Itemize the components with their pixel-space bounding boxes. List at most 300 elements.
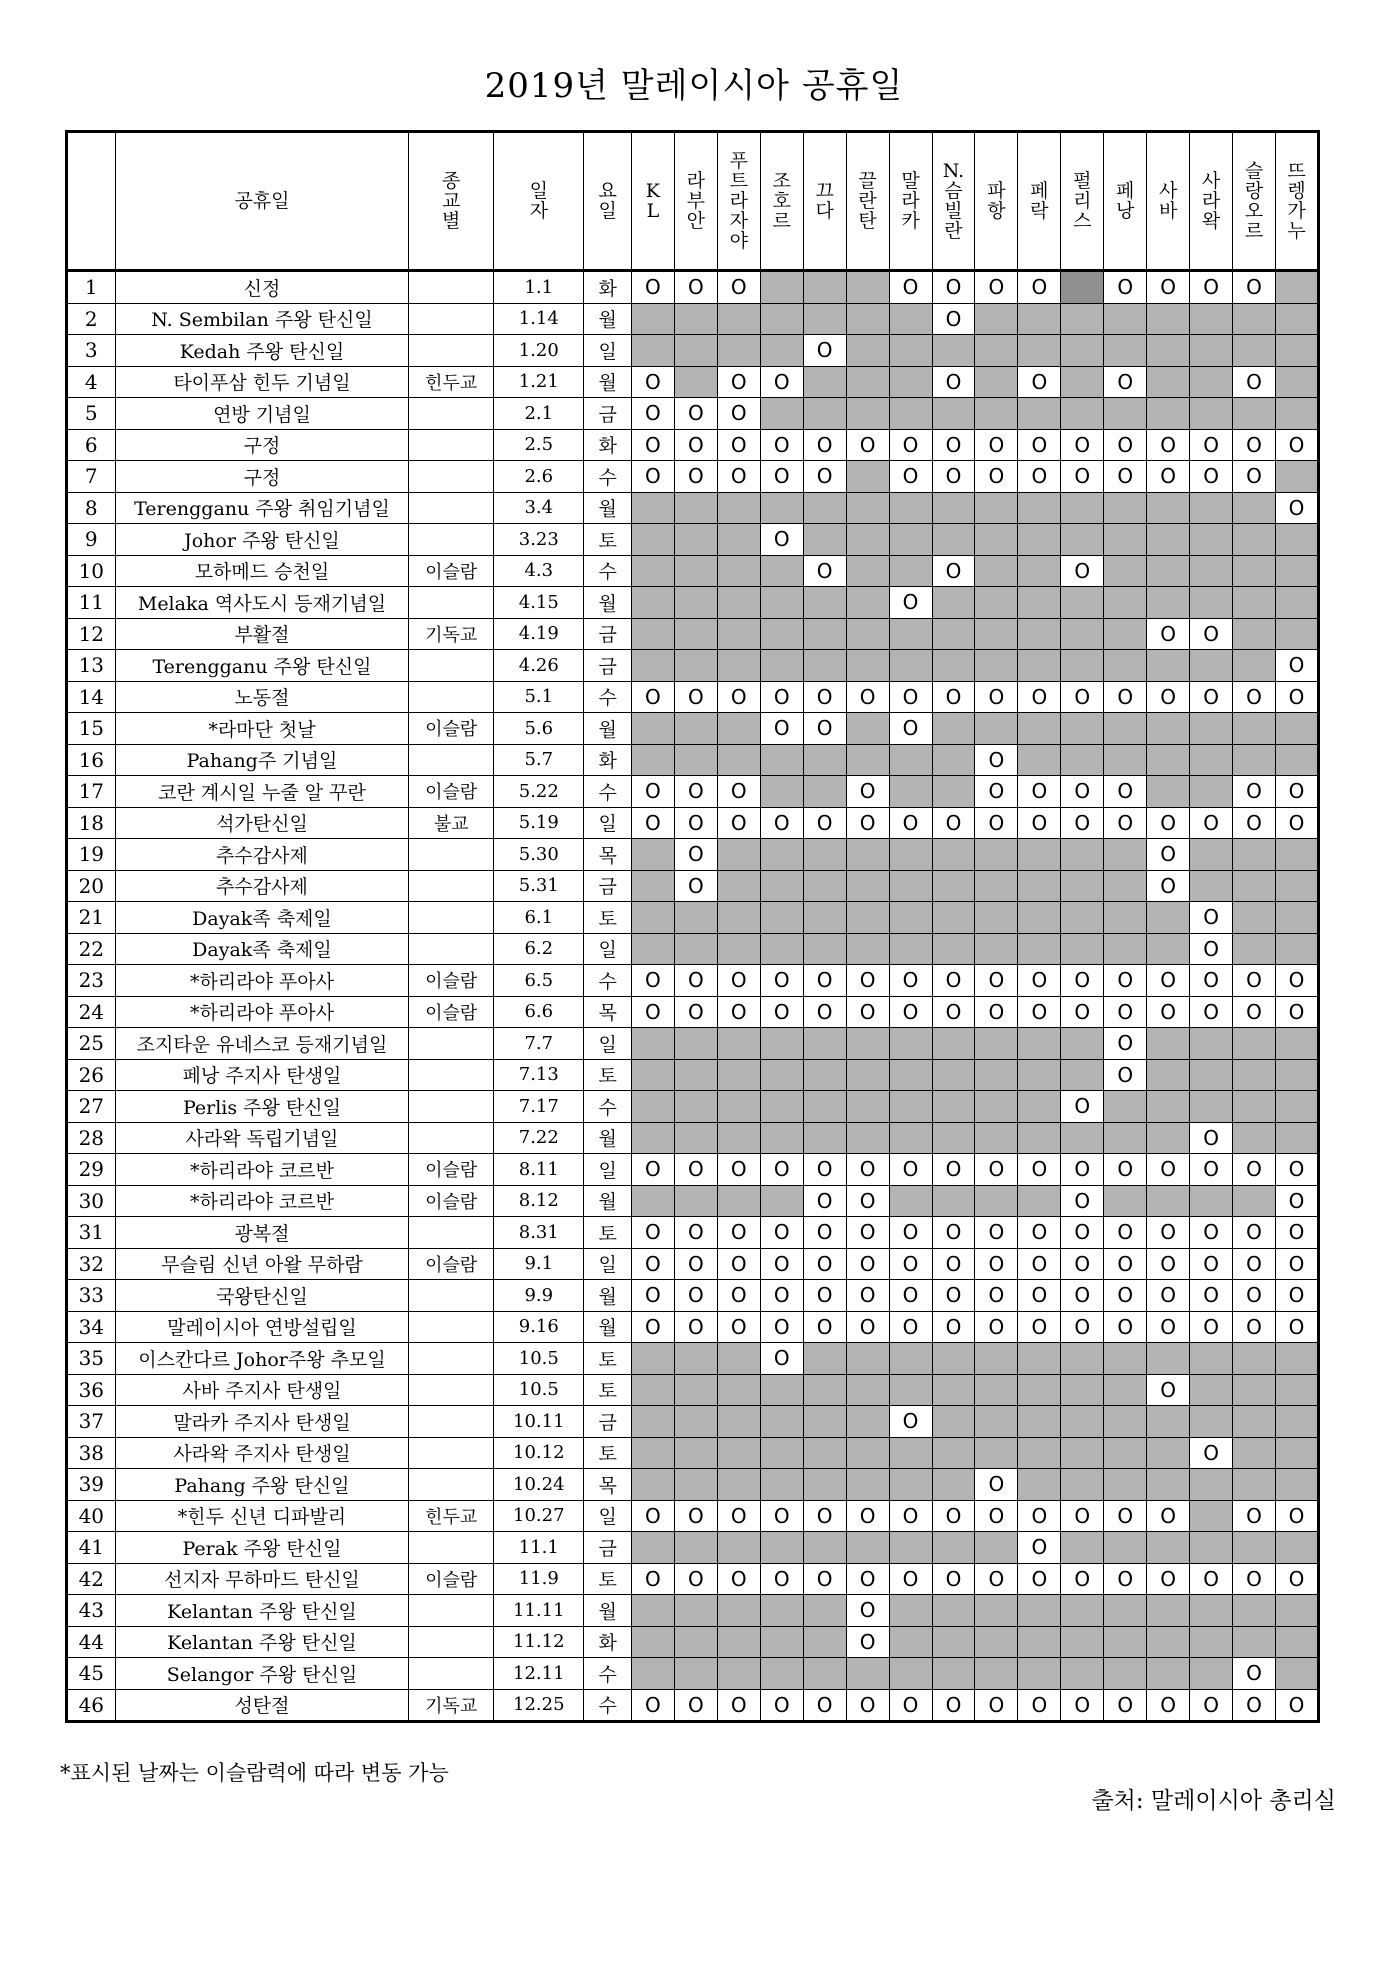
date-cell: 10.12 bbox=[494, 1437, 584, 1469]
header-state: 말 라 카 bbox=[889, 132, 932, 271]
non-holiday-cell bbox=[631, 492, 674, 524]
holiday-name: 페낭 주지사 탄생일 bbox=[115, 1059, 409, 1091]
table-row bbox=[67, 1280, 1319, 1312]
holiday-mark: O bbox=[760, 1500, 803, 1532]
holiday-mark: O bbox=[1061, 807, 1104, 839]
holiday-mark: O bbox=[1190, 1280, 1233, 1312]
non-holiday-cell bbox=[760, 1185, 803, 1217]
non-holiday-cell bbox=[1276, 587, 1319, 619]
holiday-mark: O bbox=[1190, 681, 1233, 713]
non-holiday-cell bbox=[803, 902, 846, 934]
non-holiday-cell bbox=[1276, 1437, 1319, 1469]
holiday-name: Terengganu 주왕 탄신일 bbox=[115, 650, 409, 682]
non-holiday-cell bbox=[803, 618, 846, 650]
non-holiday-cell bbox=[1233, 1437, 1276, 1469]
non-holiday-cell bbox=[760, 870, 803, 902]
holiday-mark: O bbox=[1018, 996, 1061, 1028]
religion-cell bbox=[409, 681, 494, 713]
holiday-name: Melaka 역사도시 등재기념일 bbox=[115, 587, 409, 619]
day-of-week-cell: 수 bbox=[584, 681, 631, 713]
holiday-mark: O bbox=[1276, 429, 1319, 461]
day-of-week-cell: 금 bbox=[584, 1406, 631, 1438]
non-holiday-cell bbox=[932, 1406, 975, 1438]
non-holiday-cell bbox=[1276, 398, 1319, 430]
holiday-mark: O bbox=[1018, 366, 1061, 398]
non-holiday-cell bbox=[889, 1091, 932, 1123]
table-row bbox=[67, 1563, 1319, 1595]
non-holiday-cell bbox=[975, 1091, 1018, 1123]
day-of-week-cell: 금 bbox=[584, 870, 631, 902]
non-holiday-cell bbox=[1190, 335, 1233, 367]
non-holiday-cell bbox=[674, 1185, 717, 1217]
holiday-mark: O bbox=[932, 1280, 975, 1312]
holiday-mark: O bbox=[1233, 1311, 1276, 1343]
date-cell: 4.3 bbox=[494, 555, 584, 587]
day-of-week-cell: 금 bbox=[584, 1532, 631, 1564]
non-holiday-cell bbox=[889, 933, 932, 965]
non-holiday-cell bbox=[1018, 335, 1061, 367]
table-row bbox=[67, 587, 1319, 619]
holiday-mark: O bbox=[932, 1689, 975, 1722]
non-holiday-cell bbox=[1061, 744, 1104, 776]
holiday-mark: O bbox=[932, 1563, 975, 1595]
holiday-mark: O bbox=[717, 1500, 760, 1532]
holiday-mark: O bbox=[803, 1280, 846, 1312]
table-row bbox=[67, 1374, 1319, 1406]
holiday-mark: O bbox=[846, 1595, 889, 1627]
non-holiday-cell bbox=[1104, 1437, 1147, 1469]
holiday-mark: O bbox=[1276, 776, 1319, 808]
non-holiday-cell bbox=[717, 1185, 760, 1217]
non-holiday-cell bbox=[803, 398, 846, 430]
day-of-week-cell: 토 bbox=[584, 1343, 631, 1375]
holiday-mark: O bbox=[717, 271, 760, 304]
holiday-mark: O bbox=[975, 1248, 1018, 1280]
holiday-mark: O bbox=[717, 366, 760, 398]
non-holiday-cell bbox=[889, 1626, 932, 1658]
non-holiday-cell bbox=[1276, 870, 1319, 902]
row-number: 5 bbox=[67, 398, 116, 430]
holiday-mark: O bbox=[1276, 650, 1319, 682]
row-number: 41 bbox=[67, 1532, 116, 1564]
table-row bbox=[67, 1532, 1319, 1564]
holiday-mark: O bbox=[760, 1343, 803, 1375]
non-holiday-cell bbox=[889, 335, 932, 367]
non-holiday-cell bbox=[932, 744, 975, 776]
holiday-mark: O bbox=[1104, 776, 1147, 808]
table-row bbox=[67, 1343, 1319, 1375]
holiday-mark: O bbox=[1018, 807, 1061, 839]
holiday-mark: O bbox=[932, 1217, 975, 1249]
holiday-mark: O bbox=[631, 461, 674, 493]
non-holiday-cell bbox=[975, 1532, 1018, 1564]
non-holiday-cell bbox=[760, 839, 803, 871]
holiday-mark: O bbox=[1147, 461, 1190, 493]
non-holiday-cell bbox=[1276, 1091, 1319, 1123]
non-holiday-cell bbox=[975, 839, 1018, 871]
holiday-mark: O bbox=[1276, 681, 1319, 713]
date-cell: 2.6 bbox=[494, 461, 584, 493]
non-holiday-cell bbox=[760, 1595, 803, 1627]
holiday-mark: O bbox=[717, 461, 760, 493]
non-holiday-cell bbox=[631, 335, 674, 367]
non-holiday-cell bbox=[760, 776, 803, 808]
non-holiday-cell bbox=[674, 555, 717, 587]
non-holiday-cell bbox=[932, 870, 975, 902]
holiday-mark: O bbox=[760, 965, 803, 997]
holiday-name: *라마단 첫날 bbox=[115, 713, 409, 745]
religion-cell bbox=[409, 1626, 494, 1658]
holiday-name: Pahang주 기념일 bbox=[115, 744, 409, 776]
holiday-mark: O bbox=[717, 807, 760, 839]
holiday-mark: O bbox=[717, 1280, 760, 1312]
header-row bbox=[67, 132, 1319, 271]
non-holiday-cell bbox=[1104, 902, 1147, 934]
table-row bbox=[67, 776, 1319, 808]
day-of-week-cell: 일 bbox=[584, 1028, 631, 1060]
holiday-name: 추수감사제 bbox=[115, 839, 409, 871]
holiday-mark: O bbox=[1190, 807, 1233, 839]
row-number: 23 bbox=[67, 965, 116, 997]
holiday-mark: O bbox=[889, 1689, 932, 1722]
non-holiday-cell bbox=[932, 1343, 975, 1375]
row-number: 18 bbox=[67, 807, 116, 839]
non-holiday-cell bbox=[631, 524, 674, 556]
table-row bbox=[67, 1406, 1319, 1438]
holiday-mark: O bbox=[889, 1406, 932, 1438]
non-holiday-cell bbox=[975, 933, 1018, 965]
non-holiday-cell bbox=[1233, 1185, 1276, 1217]
non-holiday-cell bbox=[631, 618, 674, 650]
non-holiday-cell bbox=[846, 335, 889, 367]
day-of-week-cell: 토 bbox=[584, 1059, 631, 1091]
non-holiday-cell bbox=[975, 1343, 1018, 1375]
non-holiday-cell bbox=[1276, 1028, 1319, 1060]
holiday-mark: O bbox=[1104, 461, 1147, 493]
holiday-mark: O bbox=[717, 681, 760, 713]
holiday-mark: O bbox=[1276, 1217, 1319, 1249]
non-holiday-cell bbox=[1276, 461, 1319, 493]
non-holiday-cell bbox=[1018, 1437, 1061, 1469]
non-holiday-cell bbox=[1233, 618, 1276, 650]
non-holiday-cell bbox=[803, 1122, 846, 1154]
holiday-mark: O bbox=[932, 461, 975, 493]
day-of-week-cell: 화 bbox=[584, 429, 631, 461]
holiday-mark: O bbox=[631, 681, 674, 713]
holiday-mark: O bbox=[674, 1154, 717, 1186]
table-row bbox=[67, 713, 1319, 745]
non-holiday-cell bbox=[760, 744, 803, 776]
row-number: 21 bbox=[67, 902, 116, 934]
row-number: 1 bbox=[67, 271, 116, 304]
holiday-mark: O bbox=[631, 1500, 674, 1532]
non-holiday-cell bbox=[932, 713, 975, 745]
religion-cell: 힌두교 bbox=[409, 1500, 494, 1532]
holiday-name: Selangor 주왕 탄신일 bbox=[115, 1658, 409, 1690]
holiday-mark: O bbox=[1104, 965, 1147, 997]
non-holiday-cell bbox=[889, 398, 932, 430]
day-of-week-cell: 월 bbox=[584, 366, 631, 398]
non-holiday-cell bbox=[1147, 555, 1190, 587]
day-of-week-cell: 일 bbox=[584, 1500, 631, 1532]
holiday-mark: O bbox=[1147, 1689, 1190, 1722]
non-holiday-cell bbox=[932, 1658, 975, 1690]
holiday-name: 연방 기념일 bbox=[115, 398, 409, 430]
non-holiday-cell bbox=[760, 618, 803, 650]
religion-cell bbox=[409, 1437, 494, 1469]
non-holiday-cell bbox=[717, 618, 760, 650]
holiday-name: 사바 주지사 탄생일 bbox=[115, 1374, 409, 1406]
non-holiday-cell bbox=[1061, 1122, 1104, 1154]
day-of-week-cell: 화 bbox=[584, 271, 631, 304]
holiday-mark: O bbox=[975, 996, 1018, 1028]
religion-cell: 기독교 bbox=[409, 1689, 494, 1722]
non-holiday-cell bbox=[932, 1532, 975, 1564]
holiday-mark: O bbox=[1147, 618, 1190, 650]
non-holiday-cell bbox=[1147, 492, 1190, 524]
header-state: 사 라 왁 bbox=[1190, 132, 1233, 271]
holiday-mark: O bbox=[760, 807, 803, 839]
non-holiday-cell bbox=[932, 1028, 975, 1060]
holiday-mark: O bbox=[760, 1563, 803, 1595]
header-state: 펄 리 스 bbox=[1061, 132, 1104, 271]
holiday-name: 추수감사제 bbox=[115, 870, 409, 902]
non-holiday-cell bbox=[889, 1185, 932, 1217]
religion-cell bbox=[409, 1028, 494, 1060]
holiday-mark: O bbox=[1190, 1437, 1233, 1469]
holiday-mark: O bbox=[1147, 681, 1190, 713]
non-holiday-cell bbox=[631, 839, 674, 871]
non-holiday-cell bbox=[1104, 587, 1147, 619]
non-holiday-cell bbox=[1104, 650, 1147, 682]
holiday-mark: O bbox=[760, 1154, 803, 1186]
non-holiday-cell bbox=[1190, 1343, 1233, 1375]
holiday-mark: O bbox=[889, 1563, 932, 1595]
non-holiday-cell bbox=[1233, 744, 1276, 776]
holiday-mark: O bbox=[803, 1689, 846, 1722]
holiday-mark: O bbox=[1018, 1500, 1061, 1532]
non-holiday-cell bbox=[846, 744, 889, 776]
holiday-mark: O bbox=[631, 429, 674, 461]
holiday-mark: O bbox=[1147, 1563, 1190, 1595]
non-holiday-cell bbox=[1104, 1343, 1147, 1375]
holiday-mark: O bbox=[846, 807, 889, 839]
non-holiday-cell bbox=[1190, 398, 1233, 430]
non-holiday-cell bbox=[631, 1059, 674, 1091]
row-number: 35 bbox=[67, 1343, 116, 1375]
holiday-mark: O bbox=[1190, 271, 1233, 304]
holiday-mark: O bbox=[631, 1217, 674, 1249]
date-cell: 5.6 bbox=[494, 713, 584, 745]
non-holiday-cell bbox=[1276, 555, 1319, 587]
non-holiday-cell bbox=[975, 1028, 1018, 1060]
non-holiday-cell bbox=[717, 1343, 760, 1375]
non-holiday-cell bbox=[846, 1532, 889, 1564]
non-holiday-cell bbox=[1233, 1406, 1276, 1438]
holiday-mark: O bbox=[1276, 965, 1319, 997]
holiday-mark: O bbox=[889, 996, 932, 1028]
holiday-name: 광복절 bbox=[115, 1217, 409, 1249]
holiday-mark: O bbox=[1018, 461, 1061, 493]
non-holiday-cell bbox=[717, 1437, 760, 1469]
holiday-mark: O bbox=[717, 398, 760, 430]
non-holiday-cell bbox=[1233, 398, 1276, 430]
non-holiday-cell bbox=[975, 555, 1018, 587]
non-holiday-cell bbox=[1233, 1626, 1276, 1658]
day-of-week-cell: 월 bbox=[584, 492, 631, 524]
non-holiday-cell bbox=[760, 271, 803, 304]
table-row bbox=[67, 839, 1319, 871]
non-holiday-cell bbox=[674, 650, 717, 682]
non-holiday-cell bbox=[975, 870, 1018, 902]
header-state: 사 바 bbox=[1147, 132, 1190, 271]
holiday-name: 구정 bbox=[115, 429, 409, 461]
holiday-mark: O bbox=[1061, 1091, 1104, 1123]
holiday-mark: O bbox=[932, 1248, 975, 1280]
table-row bbox=[67, 965, 1319, 997]
non-holiday-cell bbox=[1190, 870, 1233, 902]
non-holiday-cell bbox=[1190, 555, 1233, 587]
header-number bbox=[67, 132, 116, 271]
non-holiday-cell bbox=[760, 650, 803, 682]
non-holiday-cell bbox=[1190, 1532, 1233, 1564]
non-holiday-cell bbox=[846, 1091, 889, 1123]
holiday-mark: O bbox=[803, 429, 846, 461]
holiday-mark: O bbox=[932, 555, 975, 587]
holiday-mark: O bbox=[1190, 1311, 1233, 1343]
table-row bbox=[67, 461, 1319, 493]
holiday-mark: O bbox=[803, 555, 846, 587]
table-row bbox=[67, 1311, 1319, 1343]
holiday-mark: O bbox=[674, 776, 717, 808]
non-holiday-cell bbox=[1147, 335, 1190, 367]
non-holiday-cell bbox=[1018, 1059, 1061, 1091]
holiday-mark: O bbox=[1190, 618, 1233, 650]
holiday-mark: O bbox=[975, 461, 1018, 493]
day-of-week-cell: 토 bbox=[584, 1374, 631, 1406]
non-holiday-cell bbox=[975, 1437, 1018, 1469]
holiday-name: 신정 bbox=[115, 271, 409, 304]
non-holiday-cell bbox=[846, 1374, 889, 1406]
non-holiday-cell bbox=[1104, 1469, 1147, 1501]
holiday-mark: O bbox=[674, 1217, 717, 1249]
date-cell: 7.17 bbox=[494, 1091, 584, 1123]
holiday-mark: O bbox=[674, 807, 717, 839]
holiday-mark: O bbox=[803, 965, 846, 997]
table-row bbox=[67, 933, 1319, 965]
non-holiday-cell bbox=[932, 1626, 975, 1658]
header-holiday: 공휴일 bbox=[115, 132, 409, 271]
non-holiday-cell bbox=[1061, 870, 1104, 902]
table-row bbox=[67, 1154, 1319, 1186]
religion-cell bbox=[409, 1658, 494, 1690]
day-of-week-cell: 수 bbox=[584, 1658, 631, 1690]
non-holiday-cell bbox=[1276, 1406, 1319, 1438]
table-row bbox=[67, 807, 1319, 839]
holiday-name: Terengganu 주왕 취임기념일 bbox=[115, 492, 409, 524]
non-holiday-cell bbox=[1233, 713, 1276, 745]
holiday-mark: O bbox=[674, 965, 717, 997]
non-holiday-cell bbox=[1104, 1374, 1147, 1406]
non-holiday-cell bbox=[975, 902, 1018, 934]
holiday-mark: O bbox=[1018, 271, 1061, 304]
religion-cell: 힌두교 bbox=[409, 366, 494, 398]
holiday-mark: O bbox=[760, 681, 803, 713]
table-body bbox=[67, 271, 1319, 1722]
non-holiday-cell bbox=[760, 1091, 803, 1123]
table-row bbox=[67, 996, 1319, 1028]
non-holiday-cell bbox=[1233, 1059, 1276, 1091]
non-holiday-cell bbox=[674, 587, 717, 619]
source-credit: 출처: 말레이시아 총리실 bbox=[1091, 1788, 1336, 1814]
holiday-name: 무슬림 신년 아왈 무하람 bbox=[115, 1248, 409, 1280]
non-holiday-cell bbox=[1104, 744, 1147, 776]
holiday-mark: O bbox=[846, 1689, 889, 1722]
table-row bbox=[67, 1658, 1319, 1690]
holiday-mark: O bbox=[760, 1248, 803, 1280]
non-holiday-cell bbox=[631, 303, 674, 335]
non-holiday-cell bbox=[760, 1658, 803, 1690]
religion-cell bbox=[409, 1374, 494, 1406]
row-number: 17 bbox=[67, 776, 116, 808]
non-holiday-cell bbox=[1147, 1437, 1190, 1469]
non-holiday-cell bbox=[1104, 933, 1147, 965]
holiday-mark: O bbox=[803, 807, 846, 839]
row-number: 4 bbox=[67, 366, 116, 398]
non-holiday-cell bbox=[1190, 1626, 1233, 1658]
header-state: 끌 란 탄 bbox=[846, 132, 889, 271]
holiday-mark: O bbox=[1190, 1689, 1233, 1722]
non-holiday-cell bbox=[674, 713, 717, 745]
table-row bbox=[67, 650, 1319, 682]
holiday-mark: O bbox=[1190, 1563, 1233, 1595]
non-holiday-cell bbox=[1147, 1469, 1190, 1501]
non-holiday-cell bbox=[631, 1406, 674, 1438]
day-of-week-cell: 토 bbox=[584, 1563, 631, 1595]
non-holiday-cell bbox=[1018, 1091, 1061, 1123]
row-number: 9 bbox=[67, 524, 116, 556]
day-of-week-cell: 일 bbox=[584, 933, 631, 965]
row-number: 38 bbox=[67, 1437, 116, 1469]
non-holiday-cell bbox=[1061, 650, 1104, 682]
non-holiday-cell bbox=[803, 650, 846, 682]
non-holiday-cell bbox=[674, 492, 717, 524]
holiday-mark: O bbox=[1104, 1028, 1147, 1060]
non-holiday-cell bbox=[760, 1374, 803, 1406]
non-holiday-cell bbox=[975, 398, 1018, 430]
holiday-mark: O bbox=[1147, 965, 1190, 997]
holiday-mark: O bbox=[803, 1500, 846, 1532]
holiday-mark: O bbox=[631, 366, 674, 398]
holiday-mark: O bbox=[1104, 1248, 1147, 1280]
date-cell: 10.11 bbox=[494, 1406, 584, 1438]
holiday-mark: O bbox=[760, 461, 803, 493]
date-cell: 7.7 bbox=[494, 1028, 584, 1060]
date-cell: 2.1 bbox=[494, 398, 584, 430]
holiday-mark: O bbox=[1061, 429, 1104, 461]
non-holiday-cell bbox=[1233, 1343, 1276, 1375]
religion-cell bbox=[409, 1469, 494, 1501]
non-holiday-cell bbox=[1276, 1343, 1319, 1375]
holiday-mark: O bbox=[1147, 996, 1190, 1028]
day-of-week-cell: 월 bbox=[584, 1280, 631, 1312]
non-holiday-cell bbox=[674, 1626, 717, 1658]
holiday-mark: O bbox=[1233, 1280, 1276, 1312]
holiday-name: 모하메드 승천일 bbox=[115, 555, 409, 587]
non-holiday-cell bbox=[1190, 366, 1233, 398]
non-holiday-cell bbox=[1147, 303, 1190, 335]
holiday-name: 선지자 무하마드 탄신일 bbox=[115, 1563, 409, 1595]
